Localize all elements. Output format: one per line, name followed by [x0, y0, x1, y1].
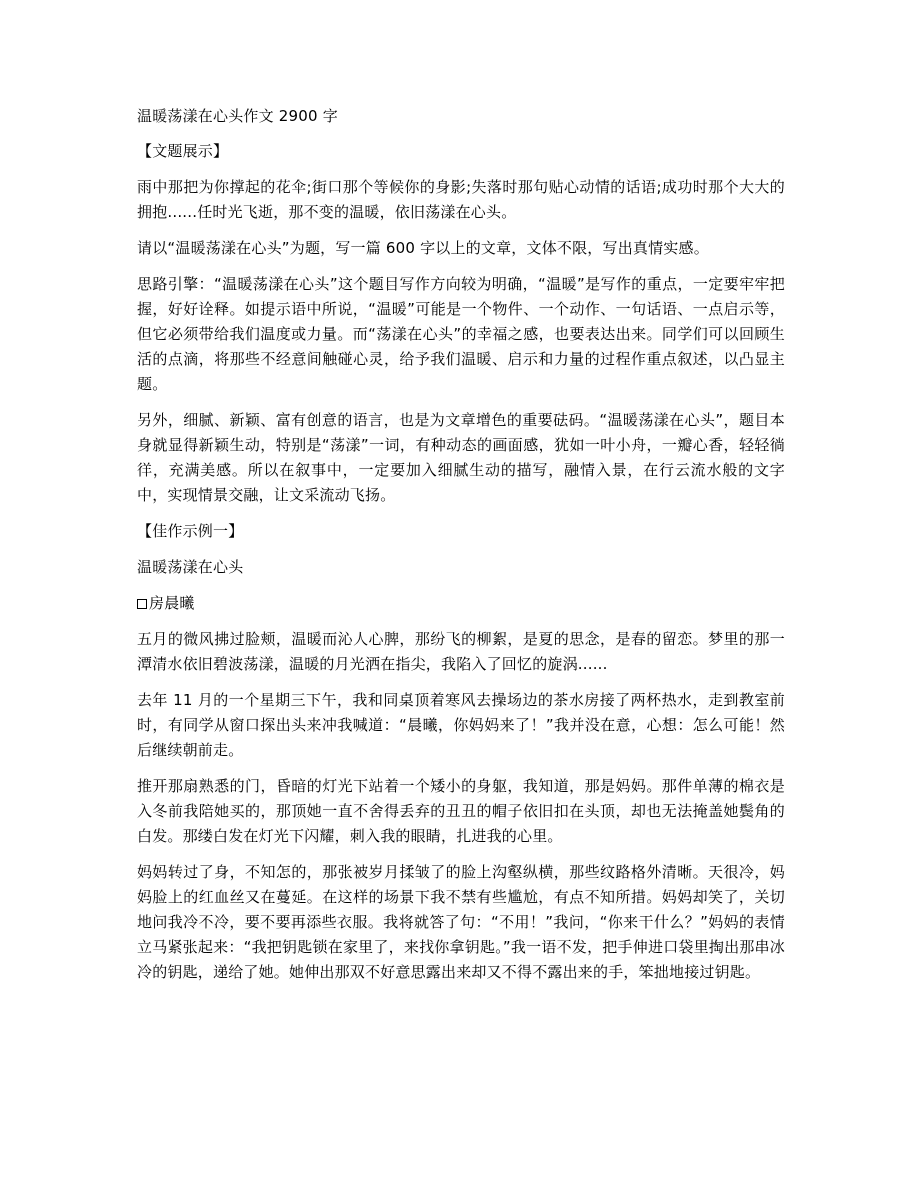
author-line: [137, 591, 785, 616]
guidance-paragraph-2: 另外，细腻、新颖、富有创意的语言，也是为文章增色的重要砝码。“温暖荡漾在心头”，题目本身就显得新颖生动，特别是“荡漾”一词，有种动态的画面感，犹如一叶小舟，一瓣心香，轻轻徜徉，充满美感。所以在叙事中，一定要加入细腻生动的描写，融情入景，在行云流水般的文字中，实现情景交融，让文采流动飞扬。: [137, 411, 785, 504]
checkbox-bullet-icon: [137, 599, 147, 609]
prompt-instruction: 请以“温暖荡漾在心头”为题，写一篇 600 字以上的文章，文体不限，写出真情实感。: [137, 239, 709, 257]
guidance-paragraph-1: 思路引擎：“温暖荡漾在心头”这个题目写作方向较为明确，“温暖”是写作的重点，一定要牢牢把握，好好诠释。如提示语中所说，“温暖”可能是一个物件、一个动作、一句话语、一点启示等，但它必须带给我们温度或力量。而“荡漾在心头”的幸福之感，也要表达出来。同学们可以回顾生活的点滴，将那些不经意间触碰心灵，给予我们温暖、启示和力量的过程作重点叙述，以凸显主题。: [137, 275, 785, 393]
section-heading-example: 【佳作示例一】: [137, 522, 244, 540]
essay-paragraph: 五月的微风拂过脸颊，温暖而沁人心脾，那纷飞的柳絮，是夏的思念，是春的留恋。梦里的那一潭清水依旧碧波荡漾，温暖的月光洒在指尖，我陷入了回忆的旋涡......: [137, 630, 785, 673]
essay-title: 温暖荡漾在心头: [137, 558, 244, 576]
essay-paragraph: 推开那扇熟悉的门，昏暗的灯光下站着一个矮小的身躯，我知道，那是妈妈。那件单薄的棉衣是入冬前我陪她买的，那顶她一直不舍得丢弃的丑丑的帽子依旧扣在头顶，却也无法掩盖她鬓角的白发。那缕白发在灯光下闪耀，刺入我的眼睛，扎进我的心里。: [137, 777, 785, 845]
essay-paragraph: 妈妈转过了身，不知怎的，那张被岁月揉皱了的脸上沟壑纵横，那些纹路格外清晰。天很冷，妈妈脸上的红血丝又在蔓延。在这样的场景下我不禁有些尴尬，有点不知所措。妈妈却笑了，关切地问我冷不冷，要不要再添些衣服。我将就答了句：“不用！”我问，“你来干什么？”妈妈的表情立马紧张起来：“我把钥匙锁在家里了，来找你拿钥匙。”我一语不发，把手伸进口袋里掏出那串冰冷的钥匙，递给了她。她伸出那双不好意思露出来却又不得不露出来的手，笨拙地接过钥匙。: [137, 863, 785, 981]
document-page: [137, 104, 785, 996]
document-title: 温暖荡漾在心头作文 2900 字: [137, 107, 338, 125]
section-heading-prompt: 【文题展示】: [137, 142, 229, 160]
prompt-paragraph: 雨中那把为你撑起的花伞;街口那个等候你的身影;失落时那句贴心动情的话语;成功时那个大大的拥抱......任时光飞逝，那不变的温暖，依旧荡漾在心头。: [137, 178, 785, 221]
essay-paragraph: 去年 11 月的一个星期三下午，我和同桌顶着寒风去操场边的茶水房接了两杯热水，走到教室前时，有同学从窗口探出头来冲我喊道：“晨曦，你妈妈来了！”我并没在意，心想：怎么可能！然后继续朝前走。: [137, 691, 785, 759]
author-name: 房晨曦: [149, 594, 195, 612]
